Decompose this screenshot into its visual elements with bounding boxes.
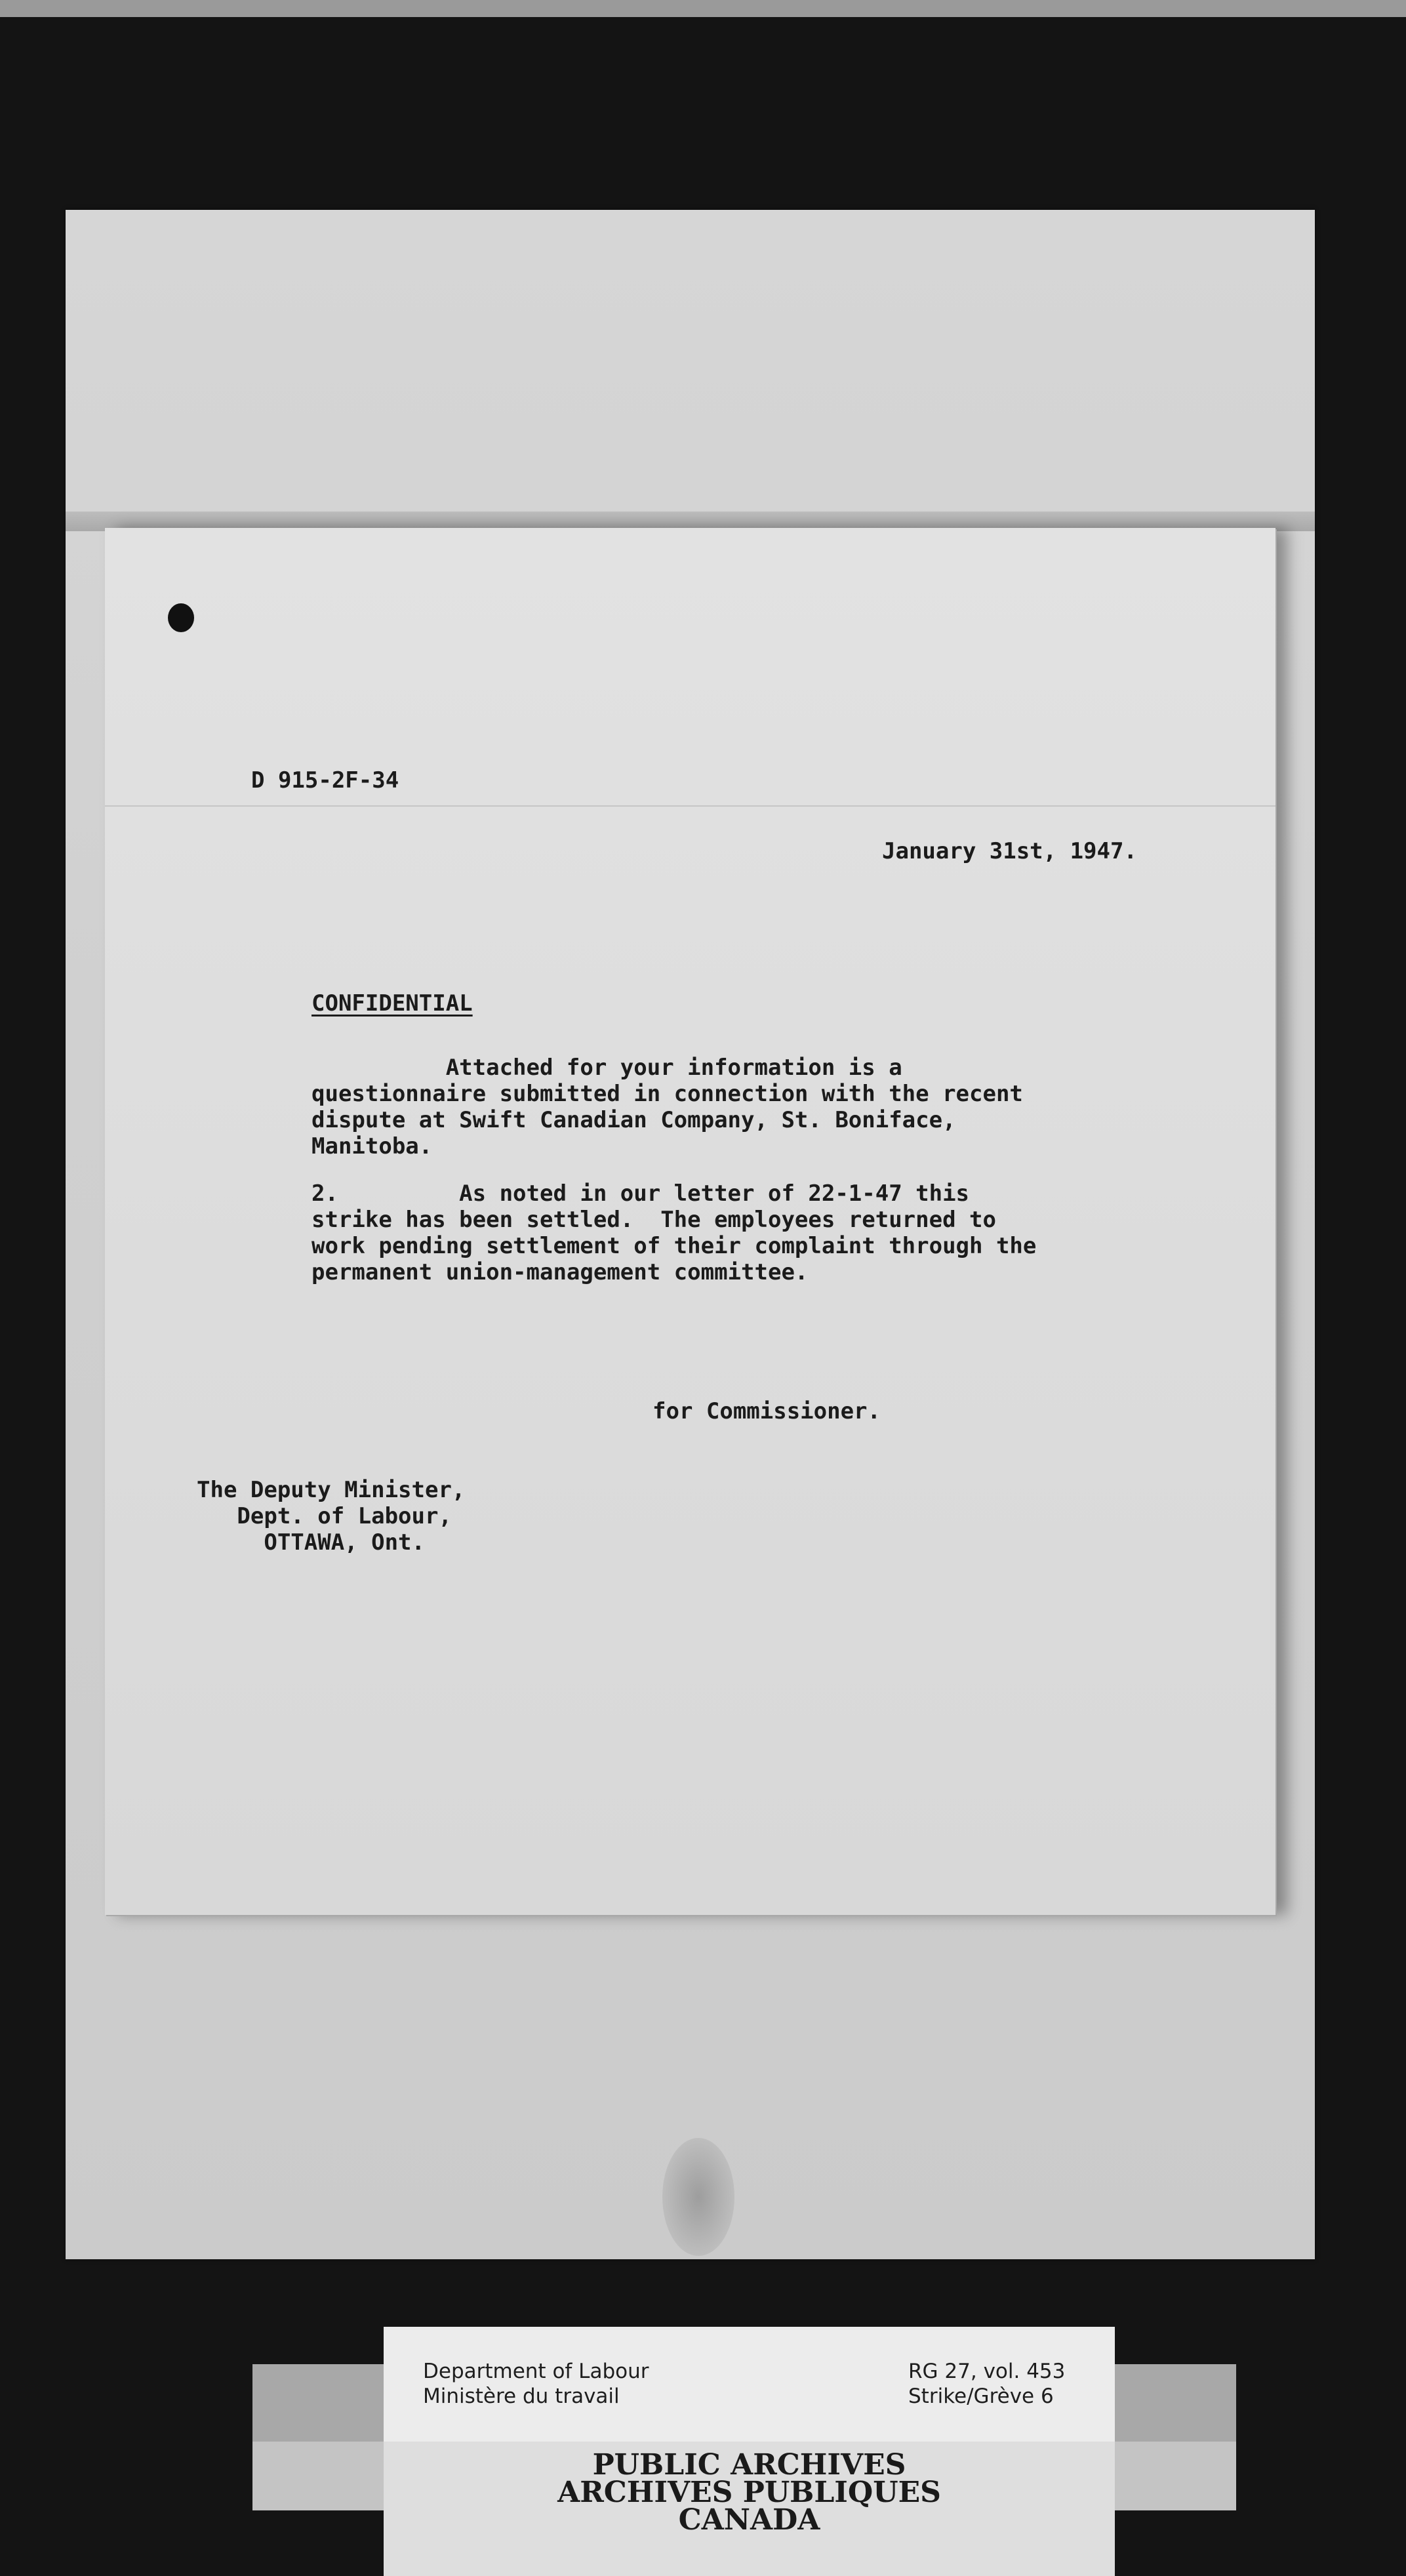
addressee-block: The Deputy Minister, Dept. of Labour, OTTAWA, Ont. xyxy=(197,1477,466,1556)
body-paragraph-2: 2. As noted in our letter of 22-1-47 this strike has been settled. The employees returned to work pending settlement of their complaint through the permanent union-management committee. xyxy=(311,1180,1037,1285)
archive-department xyxy=(423,2359,649,2409)
film-edge xyxy=(0,0,1406,17)
department-english: Department of Labour xyxy=(423,2360,649,2383)
paper-stain xyxy=(662,2138,734,2256)
archives-stamp xyxy=(384,2448,1115,2537)
archives-stamp-line-1: PUBLIC ARCHIVES xyxy=(592,2448,906,2482)
record-group: RG 27, vol. 453 xyxy=(908,2360,1066,2383)
file-reference: D 915-2F-34 xyxy=(251,767,399,794)
confidential-heading: CONFIDENTIAL xyxy=(311,990,473,1016)
punch-hole xyxy=(168,603,194,632)
letter-date: January 31st, 1947. xyxy=(882,838,1137,864)
department-french: Ministère du travail xyxy=(423,2385,620,2408)
archives-stamp-line-2: ARCHIVES PUBLIQUES xyxy=(557,2476,941,2509)
signature-line: for Commissioner. xyxy=(653,1398,881,1424)
letter-fold-line xyxy=(105,805,1275,807)
strike-series: Strike/Grève 6 xyxy=(908,2385,1054,2408)
archive-reference xyxy=(908,2359,1065,2409)
archives-stamp-line-3: CANADA xyxy=(678,2503,820,2537)
body-paragraph-1: Attached for your information is a questionnaire submitted in connection with the recent dispute at Swift Canadian Company, St. Boniface, Manitoba. xyxy=(311,1055,1023,1159)
